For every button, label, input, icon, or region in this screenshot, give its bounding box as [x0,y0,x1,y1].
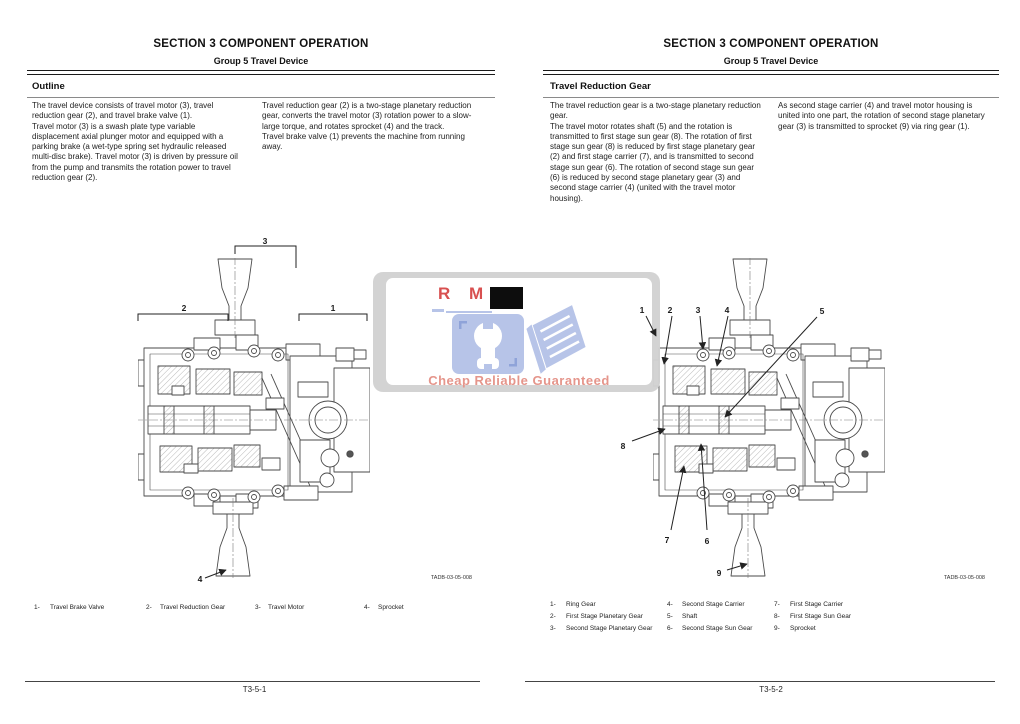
footer-rule [25,681,480,682]
arrow-7 [671,466,684,530]
callout-number: 4 [724,305,730,315]
figure-code: TADB-03-05-008 [943,575,985,581]
arrow-4 [717,316,728,366]
callout-number: 3 [262,236,268,246]
arrow-4 [205,570,226,578]
callout-number: 5 [819,306,825,316]
arrow-1 [646,316,656,336]
book-icon [524,304,590,374]
section-heading: Travel Reduction Gear [550,81,651,92]
bracket-1 [299,314,367,321]
legend-item-label: Travel Brake Valve [50,604,105,611]
watermark-tagline: Cheap Reliable Guaranteed [428,373,610,388]
bracket-3 [235,246,296,268]
legend-item-label: Sprocket [378,604,404,611]
arrow-9 [727,564,747,570]
wrench-book-logo [450,302,590,378]
callout-number: 9 [716,568,722,578]
watermark-initials: R M [438,284,491,303]
legend-item-number: 9- [774,625,780,632]
group-subtitle: Group 5 Travel Device [723,56,819,66]
group-subtitle: Group 5 Travel Device [213,56,309,66]
legend-item-label: Ring Gear [566,601,596,608]
figure-code: TADB-03-05-008 [430,575,472,581]
callout-number: 3 [695,305,701,315]
arrow-2 [664,316,672,364]
legend-item-label: Sprocket [790,625,816,632]
body-column [262,101,486,152]
legend-item-label: Travel Reduction Gear [160,604,226,611]
legend-item-number: 3- [255,604,261,611]
legend-item-label: Shaft [682,613,698,620]
legend-item-number: 4- [667,601,673,608]
legend-item-number: 2- [550,613,556,620]
arrow-6 [701,444,707,530]
paragraph: The travel motor rotates shaft (5) and the rotation is transmitted to first stage sun gear (8). The rotation of first stage sun gear (8) is reduced by first stage planetary gear (2) and first stage carrier (7), and is transmitted to second stage sun gear (6). The rotation of second stage sun gear (6) is reduced by second stage planetary gear (3) and second stage carrier (4) (united with the travel motor housing). [550,121,755,203]
legend-item-label: First Stage Sun Gear [790,613,852,620]
page-number: T3-5-2 [759,685,783,694]
underline-dash [432,309,444,312]
header-double-rule [27,70,495,75]
legend-item-number: 3- [550,625,556,632]
legend-item-number: 4- [364,604,370,611]
paragraph: The travel device consists of travel motor (3), travel reduction gear (2), and travel brake valve (1). [32,101,214,121]
paragraph: The travel reduction gear is a two-stage planetary reduction gear. [550,101,761,121]
section-rule [543,97,999,98]
arrow-3 [700,316,703,349]
body-column [550,101,764,204]
legend-item-number: 1- [34,604,40,611]
legend-item-number: 8- [774,613,780,620]
footer-rule [525,681,995,682]
body-column [778,101,996,132]
callout-number: 2 [667,305,673,315]
legend-item-number: 2- [146,604,152,611]
callout-number: 8 [620,441,626,451]
section-heading: Outline [32,81,65,92]
header-double-rule [543,70,999,75]
callout-number: 4 [197,574,203,584]
legend-item-label: Travel Motor [268,604,305,611]
callout-number: 7 [664,535,670,545]
paragraph: Travel motor (3) is a swash plate type variable displacement axial plunger motor and equipped with a parking brake (a wet-type spring set hydraulic released multi-disc brake). Travel motor (3) is driven by pressure oil from the pump and transmits the rotation power to travel reduction gear (2). [32,121,238,183]
callout-number: 2 [181,303,187,313]
bracket-2 [138,314,228,321]
legend-item-number: 6- [667,625,673,632]
section-rule [27,97,495,98]
legend-item-number: 5- [667,613,673,620]
callout-number: 6 [704,536,710,546]
callout-number: 1 [639,305,645,315]
arrow-5 [725,317,817,417]
legend-item-number: 1- [550,601,556,608]
body-column [32,101,244,183]
arrow-8 [632,429,665,441]
callout-lines [27,230,427,590]
wrench-icon [452,314,524,374]
paragraph: As second stage carrier (4) and travel motor housing is united into one part, the rotation of second stage planetary gear (3) is transmitted to sprocket (9) via ring gear (1). [778,101,985,131]
page-number: T3-5-1 [242,685,267,694]
callout-number: 1 [330,303,336,313]
legend-item-number: 7- [774,601,780,608]
legend-item-label: First Stage Planetary Gear [566,613,643,620]
page-title: SECTION 3 COMPONENT OPERATION [153,38,369,50]
page-title: SECTION 3 COMPONENT OPERATION [663,38,879,50]
legend-item-label: First Stage Carrier [790,601,844,608]
legend-item-label: Second Stage Carrier [682,601,745,608]
paragraph: Travel brake valve (1) prevents the machine from running away. [262,131,465,152]
legend-item-label: Second Stage Planetary Gear [566,625,653,632]
legend-item-label: Second Stage Sun Gear [682,625,753,632]
paragraph: Travel reduction gear (2) is a two-stage planetary reduction gear, converts the travel motor (3) rotation power to a slow-large torque, and rotates sprocket (4) and the track. [262,101,472,131]
callout-lines [600,295,860,585]
